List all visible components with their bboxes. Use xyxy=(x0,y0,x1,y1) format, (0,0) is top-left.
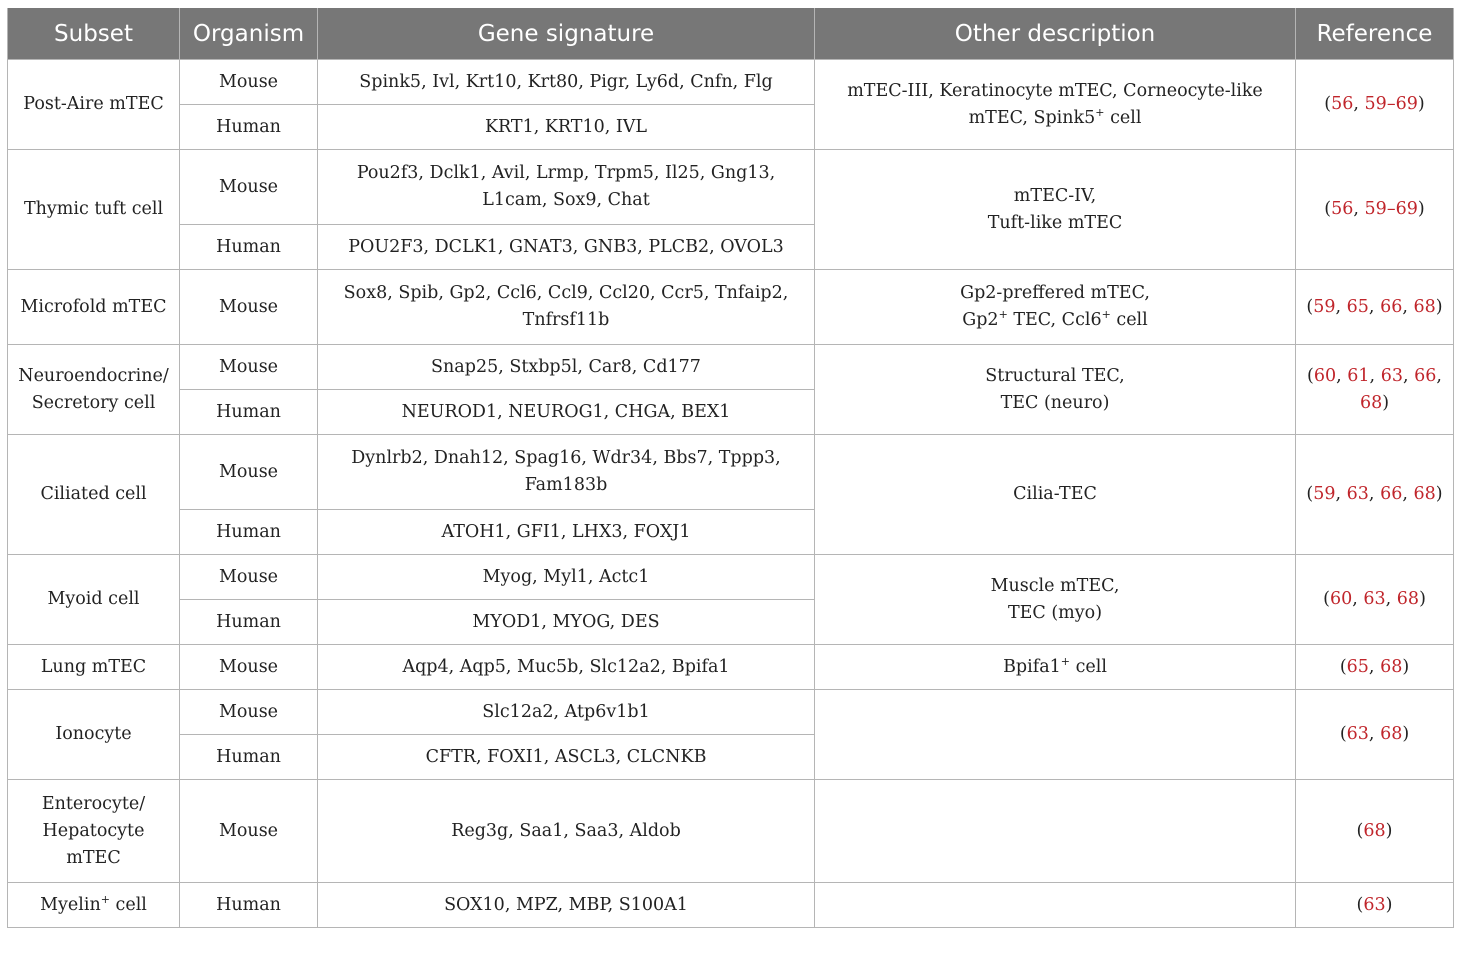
gene-signature-cell: Sox8, Spib, Gp2, Ccl6, Ccl9, Ccl20, Ccr5, Tnfaip2, Tnfrsf11b xyxy=(318,270,815,345)
gene-signature-cell: SOX10, MPZ, MBP, S100A1 xyxy=(318,883,815,928)
organism-cell: Human xyxy=(180,105,318,150)
subset-cell: Neuroendocrine/ Secretory cell xyxy=(8,345,180,435)
header-subset: Subset xyxy=(8,8,180,60)
gene-signature-cell: NEUROD1, NEUROG1, CHGA, BEX1 xyxy=(318,390,815,435)
table-row xyxy=(8,645,1454,690)
organism-cell: Human xyxy=(180,225,318,270)
description-cell: Structural TEC, TEC (neuro) xyxy=(815,345,1296,435)
reference-cell: (56, 59–69) xyxy=(1296,60,1454,150)
organism-cell: Mouse xyxy=(180,345,318,390)
reference-cell: (68) xyxy=(1296,780,1454,883)
reference-link[interactable]: 68 xyxy=(1396,589,1420,609)
subset-cell: Thymic tuft cell xyxy=(8,150,180,270)
table-row xyxy=(8,270,1454,345)
organism-cell: Human xyxy=(180,600,318,645)
table-row xyxy=(8,883,1454,928)
gene-signature-cell: POU2F3, DCLK1, GNAT3, GNB3, PLCB2, OVOL3 xyxy=(318,225,815,270)
reference-link[interactable]: 63 xyxy=(1346,484,1369,504)
reference-link[interactable]: 63 xyxy=(1363,894,1386,915)
reference-link[interactable]: 68 xyxy=(1363,820,1386,841)
reference-cell: (63, 68) xyxy=(1296,690,1454,780)
reference-link[interactable]: 68 xyxy=(1380,724,1403,744)
header-gene-signature: Gene signature xyxy=(318,8,815,60)
description-cell xyxy=(815,780,1296,883)
subset-cell: Microfold mTEC xyxy=(8,270,180,345)
reference-link[interactable]: 63 xyxy=(1363,589,1386,609)
subset-cell: Enterocyte/ Hepatocyte mTEC xyxy=(8,780,180,883)
reference-link[interactable]: 65 xyxy=(1346,656,1369,677)
subset-cell: Post-Aire mTEC xyxy=(8,60,180,150)
reference-cell: (56, 59–69) xyxy=(1296,150,1454,270)
reference-link[interactable]: 68 xyxy=(1413,484,1436,504)
table-row xyxy=(8,555,1454,600)
gene-signature-cell: ATOH1, GFI1, LHX3, FOXJ1 xyxy=(318,510,815,555)
reference-link[interactable]: 59 xyxy=(1313,296,1336,317)
reference-link[interactable]: 66 xyxy=(1380,484,1403,504)
description-cell xyxy=(815,690,1296,780)
table-row xyxy=(8,435,1454,510)
gene-signature-cell: Pou2f3, Dclk1, Avil, Lrmp, Trpm5, Il25, Gng13, L1cam, Sox9, Chat xyxy=(318,150,815,225)
reference-link[interactable]: 56 xyxy=(1331,199,1354,219)
gene-signature-cell: Snap25, Stxbp5l, Car8, Cd177 xyxy=(318,345,815,390)
reference-link[interactable]: 69 xyxy=(1395,199,1418,219)
table-row xyxy=(8,780,1454,883)
reference-link[interactable]: 69 xyxy=(1395,94,1418,114)
reference-link[interactable]: 66 xyxy=(1414,365,1437,386)
header-reference: Reference xyxy=(1296,8,1454,60)
description-cell: Bpifa1+ cell xyxy=(815,645,1296,690)
table-row xyxy=(8,345,1454,390)
reference-link[interactable]: 63 xyxy=(1346,724,1369,744)
reference-link[interactable]: 59 xyxy=(1364,94,1387,114)
reference-link[interactable]: 68 xyxy=(1413,296,1436,317)
organism-cell: Mouse xyxy=(180,645,318,690)
reference-cell: (65, 68) xyxy=(1296,645,1454,690)
organism-cell: Mouse xyxy=(180,150,318,225)
gene-signature-cell: Aqp4, Aqp5, Muc5b, Slc12a2, Bpifa1 xyxy=(318,645,815,690)
subset-cell: Ciliated cell xyxy=(8,435,180,555)
gene-signature-cell: CFTR, FOXI1, ASCL3, CLCNKB xyxy=(318,735,815,780)
organism-cell: Human xyxy=(180,510,318,555)
description-cell: mTEC-IV, Tuft-like mTEC xyxy=(815,150,1296,270)
reference-link[interactable]: 59 xyxy=(1364,199,1387,219)
organism-cell: Mouse xyxy=(180,780,318,883)
reference-cell: (63) xyxy=(1296,883,1454,928)
reference-link[interactable]: 66 xyxy=(1380,296,1403,317)
organism-cell: Mouse xyxy=(180,60,318,105)
subset-cell: Lung mTEC xyxy=(8,645,180,690)
organism-cell: Human xyxy=(180,883,318,928)
description-cell: Cilia-TEC xyxy=(815,435,1296,555)
description-cell xyxy=(815,883,1296,928)
reference-link[interactable]: 59 xyxy=(1313,484,1336,504)
gene-signature-cell: KRT1, KRT10, IVL xyxy=(318,105,815,150)
subset-cell: Myelin+ cell xyxy=(8,883,180,928)
reference-link[interactable]: 61 xyxy=(1347,365,1370,386)
header-organism: Organism xyxy=(180,8,318,60)
subset-cell: Ionocyte xyxy=(8,690,180,780)
reference-link[interactable]: 68 xyxy=(1380,656,1403,677)
subset-cell: Myoid cell xyxy=(8,555,180,645)
gene-signature-cell: MYOD1, MYOG, DES xyxy=(318,600,815,645)
table-row xyxy=(8,60,1454,105)
gene-signature-cell: Dynlrb2, Dnah12, Spag16, Wdr34, Bbs7, Tppp3, Fam183b xyxy=(318,435,815,510)
reference-link[interactable]: 63 xyxy=(1380,365,1403,386)
description-cell: Muscle mTEC, TEC (myo) xyxy=(815,555,1296,645)
reference-cell: (60, 63, 68) xyxy=(1296,555,1454,645)
reference-link[interactable]: 65 xyxy=(1346,296,1369,317)
reference-link[interactable]: 60 xyxy=(1329,589,1353,609)
reference-link[interactable]: 56 xyxy=(1331,94,1354,114)
description-cell: Gp2-preffered mTEC, Gp2+ TEC, Ccl6+ cell xyxy=(815,270,1296,345)
organism-cell: Mouse xyxy=(180,690,318,735)
reference-link[interactable]: 60 xyxy=(1313,365,1337,386)
description-cell: mTEC-III, Keratinocyte mTEC, Corneocyte-like mTEC, Spink5+ cell xyxy=(815,60,1296,150)
organism-cell: Human xyxy=(180,735,318,780)
table-row xyxy=(8,690,1454,735)
reference-cell: (59, 63, 66, 68) xyxy=(1296,435,1454,555)
gene-signature-cell: Reg3g, Saa1, Saa3, Aldob xyxy=(318,780,815,883)
gene-signature-table xyxy=(7,8,1454,928)
reference-link[interactable]: 68 xyxy=(1359,392,1383,413)
reference-cell: (59, 65, 66, 68) xyxy=(1296,270,1454,345)
gene-signature-cell: Slc12a2, Atp6v1b1 xyxy=(318,690,815,735)
header-other-description: Other description xyxy=(815,8,1296,60)
organism-cell: Mouse xyxy=(180,270,318,345)
reference-cell: (60, 61, 63, 66, 68) xyxy=(1296,345,1454,435)
organism-cell: Human xyxy=(180,390,318,435)
header-row xyxy=(8,8,1454,60)
gene-signature-cell: Spink5, Ivl, Krt10, Krt80, Pigr, Ly6d, Cnfn, Flg xyxy=(318,60,815,105)
gene-signature-cell: Myog, Myl1, Actc1 xyxy=(318,555,815,600)
organism-cell: Mouse xyxy=(180,555,318,600)
table-row xyxy=(8,150,1454,225)
organism-cell: Mouse xyxy=(180,435,318,510)
